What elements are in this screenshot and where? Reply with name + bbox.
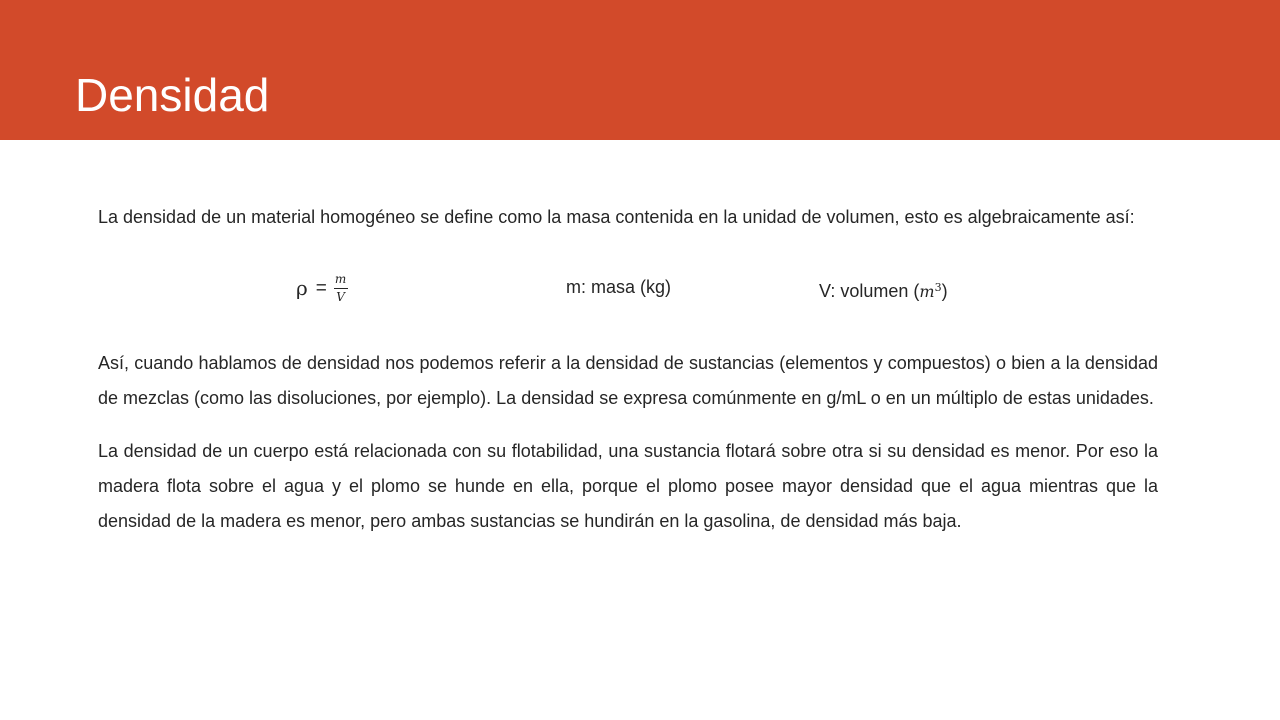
unit-open-paren: (: [913, 281, 920, 301]
unit-close-paren: ): [941, 281, 948, 301]
fraction-numerator: m: [334, 271, 347, 286]
slide-body: [98, 200, 1158, 539]
fraction-bar: [334, 288, 348, 289]
density-formula: [296, 265, 348, 311]
mass-over-volume-fraction: [333, 272, 348, 305]
title-banner: [0, 0, 1280, 140]
definition-paragraph: La densidad de un material homogéneo se define como la masa contenida en la unidad de volumen, esto es algebraicamente así:: [98, 207, 1135, 227]
volume-definition: [819, 270, 948, 309]
rho-symbol: ρ: [296, 275, 308, 300]
buoyancy-paragraph: La densidad de un cuerpo está relacionada con su flotabilidad, una sustancia flotará sobre otra si su densidad es menor. Por eso la madera flota sobre el agua y el plomo se hunde en ella, porque el plomo posee mayor densidad que el agua mientras que la densidad de la madera es menor, pero ambas sustancias se hundirán en la gasolina, de densidad más baja.: [98, 441, 1158, 531]
unit-exponent: 3: [934, 281, 942, 294]
density-types-paragraph: Así, cuando hablamos de densidad nos podemos referir a la densidad de sustancias (elementos y compuestos) o bien a la densidad de mezclas (como las disoluciones, por ejemplo). La densidad se expresa comúnmente en g/mL o en un múltiplo de estas unidades.: [98, 353, 1158, 408]
equals-sign: =: [315, 277, 327, 299]
unit-base: m: [919, 282, 935, 301]
volume-unit: [913, 281, 947, 301]
mass-definition: m: masa (kg): [566, 277, 672, 297]
fraction-denominator: V: [336, 289, 345, 304]
density-formula-row: [98, 265, 1158, 311]
volume-definition-text: V: volumen: [819, 281, 909, 301]
slide-title: Densidad: [75, 69, 270, 121]
